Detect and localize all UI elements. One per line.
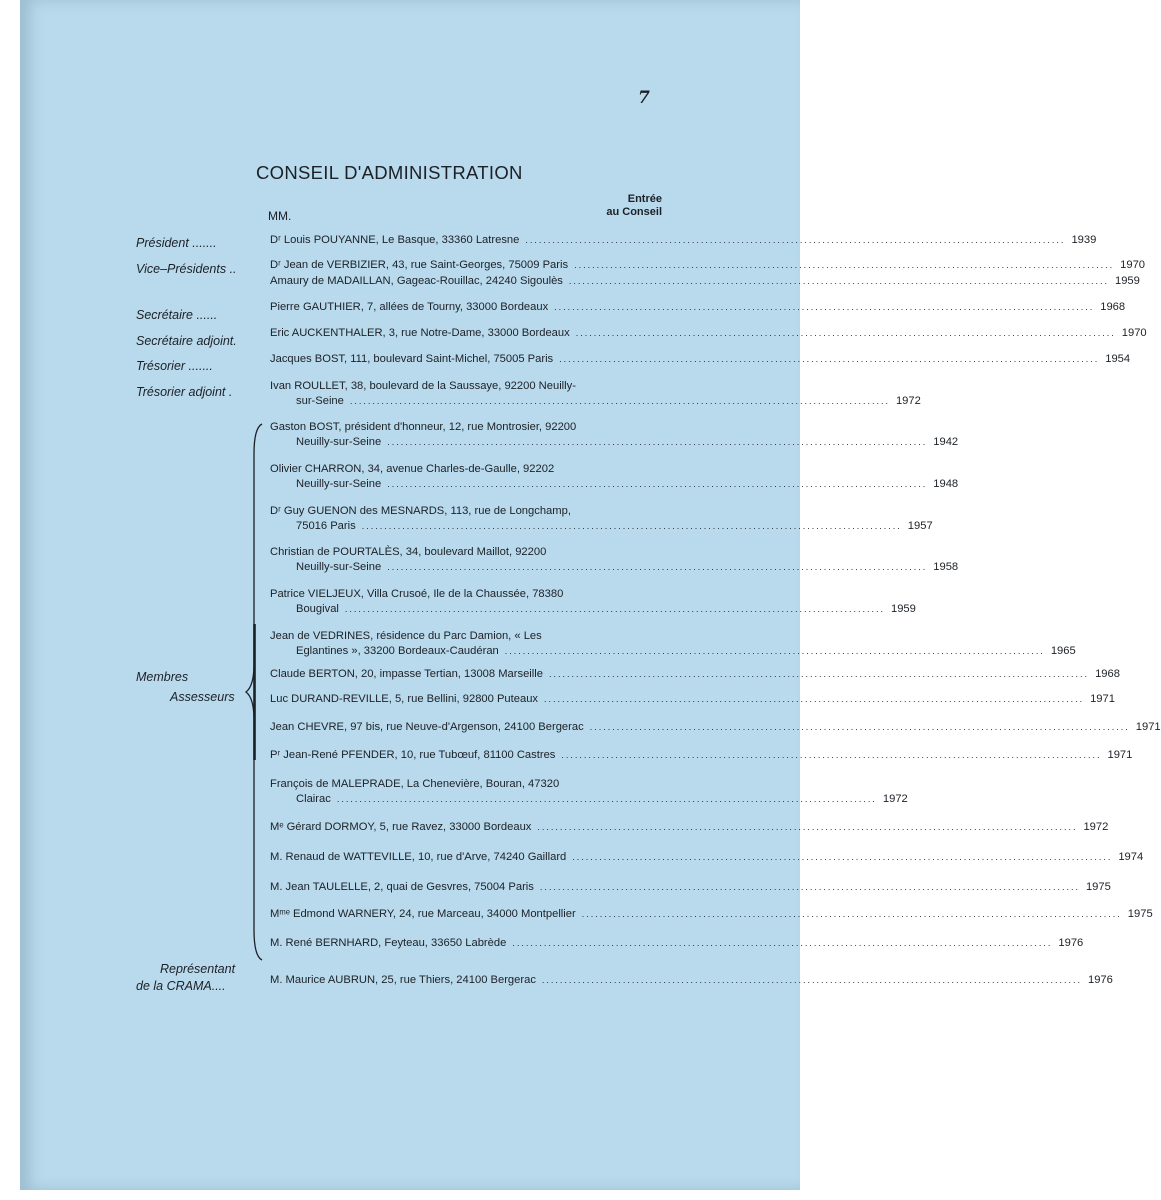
leader-dots: ........................................................................................................................ (537, 822, 1078, 832)
member-entry-line2 (270, 394, 921, 409)
member-entry-line1 (270, 973, 1113, 988)
member-entry-year: 1968 (1100, 301, 1126, 313)
member-address-continued: Eglantines », 33200 Bordeaux-Caudéran (296, 645, 499, 657)
member-name-address: Eric AUCKENTHALER, 3, rue Notre-Dame, 33000 Bordeaux (270, 327, 570, 339)
entry-header-line2: au Conseil (606, 206, 662, 218)
member-entry-line1 (270, 720, 1161, 735)
member-address-continued: Clairac (296, 793, 331, 805)
leader-dots: ........................................................................................................................ (572, 852, 1113, 862)
member-entry-line2 (270, 435, 959, 450)
member-entry-year: 1972 (895, 395, 921, 407)
member-name-address: Mᵉ Gérard DORMOY, 5, rue Ravez, 33000 Bordeaux (270, 821, 532, 833)
member-entry (270, 629, 1076, 659)
member-entry (270, 973, 1113, 988)
member-address-continued: Bougival (296, 603, 339, 615)
member-entry-year: 1975 (1127, 908, 1153, 920)
member-entry-line1 (270, 300, 1126, 315)
member-entry-line1 (270, 462, 665, 477)
member-entry-year: 1948 (933, 478, 959, 490)
entry-year-column-header (568, 193, 662, 219)
member-name-address: Claude BERTON, 20, impasse Tertian, 13008 Marseille (270, 668, 543, 680)
member-entry-line1 (270, 629, 665, 644)
member-entry-line1 (270, 907, 1153, 922)
member-entry (270, 326, 1147, 341)
page-number: 7 (638, 88, 650, 108)
member-name-address: Dʳ Jean de VERBIZIER, 43, rue Saint-Georges, 75009 Paris (270, 259, 569, 271)
leader-dots: ........................................................................................................................ (525, 235, 1066, 245)
page-title: CONSEIL D'ADMINISTRATION (256, 162, 523, 183)
leader-dots: ........................................................................................................................ (541, 975, 1082, 985)
leader-dots: ........................................................................................................................ (574, 260, 1115, 270)
member-entry-line1 (270, 777, 665, 792)
leader-dots: ........................................................................................................................ (561, 750, 1102, 760)
member-name-address: Gaston BOST, président d'honneur, 12, rue Montrosier, 92200 (270, 421, 577, 433)
member-name-address: Luc DURAND-REVILLE, 5, rue Bellini, 92800 Puteaux (270, 693, 539, 705)
names-column-header: MM. (268, 209, 292, 223)
member-entry-line2 (270, 560, 959, 575)
member-name-address: Jean de VEDRINES, résidence du Parc Damion, « Les (270, 630, 542, 642)
member-name-address: Jean CHEVRE, 97 bis, rue Neuve-d'Argenson, 24100 Bergerac (270, 721, 584, 733)
member-entry (270, 667, 1120, 682)
member-entry-line2 (270, 519, 933, 534)
member-entry-year: 1939 (1071, 234, 1097, 246)
member-name-address: Amaury de MADAILLAN, Gageac-Rouillac, 24240 Sigoulès (270, 275, 563, 287)
role-secretaire: Secrétaire ...... (136, 308, 218, 322)
leader-dots: ........................................................................................................................ (575, 328, 1116, 338)
member-entry-year: 1976 (1058, 937, 1084, 949)
member-entry (270, 850, 1144, 865)
role-membres: Membres (136, 670, 189, 684)
member-entry-line1 (270, 936, 1084, 951)
member-entry-line1 (270, 274, 1140, 289)
member-entry-line1 (270, 504, 665, 519)
member-entry-line1 (270, 379, 665, 394)
member-entry-line1 (270, 233, 1097, 248)
member-entry-line2 (270, 477, 959, 492)
role-vice-presidents: Vice–Présidents .. (136, 262, 237, 276)
member-entry (270, 936, 1084, 951)
member-entry-year: 1965 (1050, 645, 1076, 657)
leader-dots: ........................................................................................................................ (512, 938, 1053, 948)
member-name-address: Pʳ Jean-René PFENDER, 10, rue Tubœuf, 81100 Castres (270, 749, 556, 761)
member-entry (270, 462, 959, 492)
member-address-continued: Neuilly-sur-Seine (296, 436, 382, 448)
member-entry (270, 352, 1131, 367)
member-name-address: Jacques BOST, 111, boulevard Saint-Michel, 75005 Paris (270, 353, 554, 365)
member-entry (270, 880, 1111, 895)
member-name-address: M. Renaud de WATTEVILLE, 10, rue d'Arve, 74240 Gaillard (270, 851, 567, 863)
member-entry (270, 504, 933, 534)
member-name-address: Patrice VIELJEUX, Villa Crusoé, Ile de la Chaussée, 78380 (270, 588, 564, 600)
leader-dots: ........................................................................................................................ (387, 562, 928, 572)
role-tresorier: Trésorier ....... (136, 359, 213, 373)
member-entry-year: 1974 (1118, 851, 1144, 863)
member-name-address: M. Jean TAULELLE, 2, quai de Gesvres, 75004 Paris (270, 881, 534, 893)
member-name-address: Ivan ROULLET, 38, boulevard de la Saussaye, 92200 Neuilly- (270, 380, 576, 392)
member-entry-line2 (270, 792, 908, 807)
member-entry-year: 1971 (1135, 721, 1161, 733)
member-entry-year: 1954 (1105, 353, 1131, 365)
member-entry-line1 (270, 326, 1147, 341)
role-secretaire-adjoint: Secrétaire adjoint. (136, 334, 237, 348)
member-name-address: M. Maurice AUBRUN, 25, rue Thiers, 24100 Bergerac (270, 974, 536, 986)
leader-dots: ........................................................................................................................ (581, 909, 1122, 919)
role-president: Président ....... (136, 236, 217, 250)
member-entry-year: 1971 (1090, 693, 1115, 705)
member-entry-year: 1957 (907, 520, 933, 532)
member-entry-year: 1976 (1087, 974, 1113, 986)
role-representant: Représentant (160, 962, 236, 976)
leader-dots: ........................................................................................................................ (554, 302, 1095, 312)
member-entry-line1 (270, 258, 1146, 273)
member-entry (270, 233, 1097, 248)
member-address-continued: Neuilly-sur-Seine (296, 478, 382, 490)
member-entry-line1 (270, 420, 665, 435)
member-address-continued: Neuilly-sur-Seine (296, 561, 382, 573)
member-name-address: M. René BERNHARD, Feyteau, 33650 Labrède (270, 937, 507, 949)
role-tresorier-adjoint: Trésorier adjoint . (136, 385, 233, 399)
member-name-address: Mᵐᵉ Edmond WARNERY, 24, rue Marceau, 34000 Montpellier (270, 908, 576, 920)
leader-dots: ........................................................................................................................ (387, 479, 928, 489)
member-name-address: Christian de POURTALÈS, 34, boulevard Maillot, 92200 (270, 546, 547, 558)
member-name-address: François de MALEPRADE, La Chenevière, Bouran, 47320 (270, 778, 560, 790)
member-name-address: Dʳ Louis POUYANNE, Le Basque, 33360 Latresne (270, 234, 520, 246)
member-entry-line1 (270, 667, 1120, 682)
member-entry-year: 1970 (1120, 259, 1146, 271)
member-address-continued: 75016 Paris (296, 520, 356, 532)
member-entry (270, 420, 959, 450)
member-name-address: Olivier CHARRON, 34, avenue Charles-de-Gaulle, 92202 (270, 463, 555, 475)
member-entry-year: 1959 (890, 603, 916, 615)
role-crama: de la CRAMA.... (136, 979, 226, 993)
leader-dots: ........................................................................................................................ (387, 437, 928, 447)
member-entry-year: 1970 (1121, 327, 1147, 339)
member-entry-line1 (270, 352, 1131, 367)
member-entry (270, 379, 921, 409)
leader-dots: ........................................................................................................................ (344, 604, 885, 614)
member-entry (270, 545, 959, 575)
member-entry-year: 1968 (1095, 668, 1120, 680)
member-entry (270, 587, 916, 617)
member-entry-line1 (270, 587, 665, 602)
member-entry-line1 (270, 880, 1111, 895)
member-entry-line1 (270, 820, 1109, 835)
leader-dots: ........................................................................................................................ (568, 276, 1109, 286)
member-entry (270, 777, 908, 807)
member-entry-line1 (270, 692, 1115, 707)
member-entry (270, 258, 1146, 273)
member-entry-year: 1972 (882, 793, 908, 805)
member-name-address: Pierre GAUTHIER, 7, allées de Tourny, 33000 Bordeaux (270, 301, 549, 313)
member-entry (270, 274, 1140, 289)
member-entry-year: 1972 (1083, 821, 1109, 833)
member-entry-year: 1958 (933, 561, 959, 573)
leader-dots: ........................................................................................................................ (336, 794, 877, 804)
member-entry-line1 (270, 748, 1133, 763)
member-entry-line1 (270, 850, 1144, 865)
member-entry-line2 (270, 644, 1076, 659)
member-entry (270, 720, 1161, 735)
member-name-address: Dʳ Guy GUENON des MESNARDS, 113, rue de Longchamp, (270, 505, 571, 517)
member-entry (270, 907, 1153, 922)
leader-dots: ........................................................................................................................ (539, 882, 1080, 892)
leader-dots: ........................................................................................................................ (549, 669, 1090, 679)
member-entry-year: 1942 (933, 436, 959, 448)
member-entry-year: 1975 (1085, 881, 1111, 893)
leader-dots: ........................................................................................................................ (589, 722, 1130, 732)
members-brace-icon (244, 424, 266, 960)
entry-header-line1: Entrée (627, 193, 662, 205)
document-page (20, 0, 1161, 1190)
leader-dots: ........................................................................................................................ (559, 354, 1100, 364)
member-entry-line2 (270, 602, 916, 617)
leader-dots: ........................................................................................................................ (349, 396, 890, 406)
member-entry-line1 (270, 545, 665, 560)
member-entry-year: 1959 (1114, 275, 1140, 287)
member-entry (270, 300, 1126, 315)
member-entry-year: 1971 (1107, 749, 1133, 761)
leader-dots: ........................................................................................................................ (544, 694, 1085, 704)
member-address-continued: sur-Seine (296, 395, 344, 407)
member-entry (270, 820, 1109, 835)
leader-dots: ........................................................................................................................ (504, 646, 1045, 656)
role-assesseurs: Assesseurs (170, 690, 235, 704)
member-entry (270, 692, 1115, 707)
leader-dots: ........................................................................................................................ (361, 521, 902, 531)
member-entry (270, 748, 1133, 763)
